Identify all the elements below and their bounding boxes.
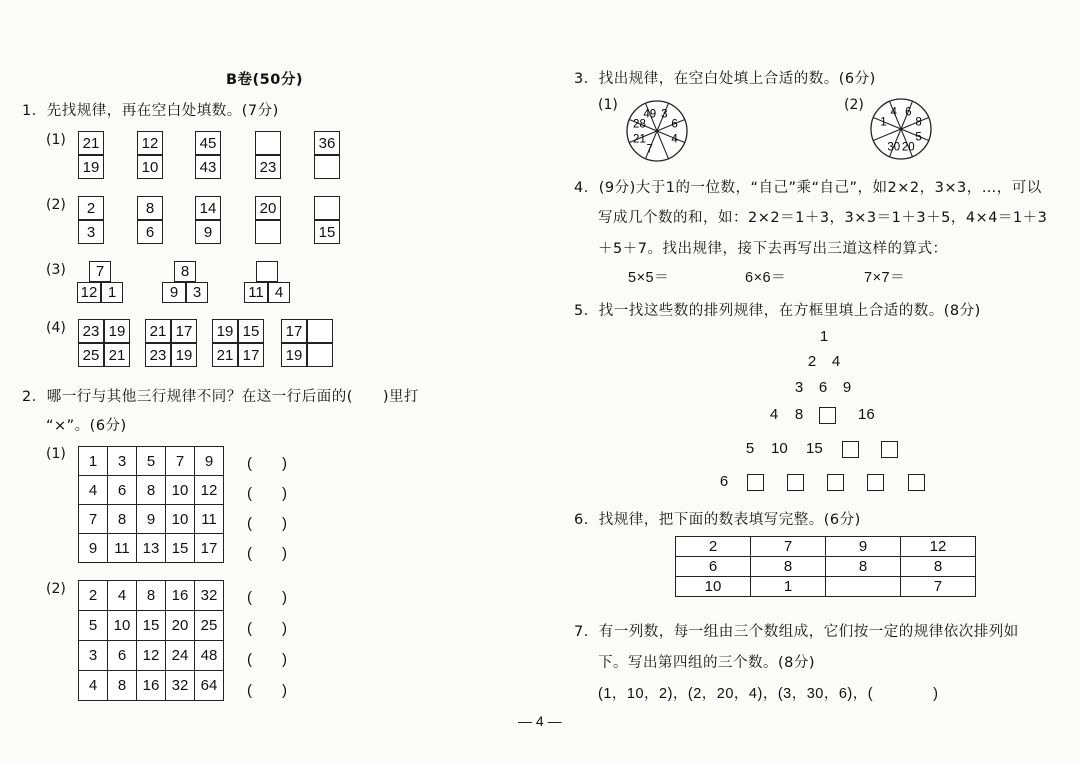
number-box: 8 [137, 196, 163, 220]
number-box: 17 [281, 319, 307, 343]
table-cell: 8 [137, 581, 166, 611]
answer-box[interactable] [819, 407, 836, 424]
table-cell: 10 [166, 505, 195, 534]
table-cell: 9 [195, 447, 224, 476]
number-box: 45 [195, 131, 221, 155]
q2-p2-table [78, 580, 224, 701]
number-box: 8 [174, 261, 196, 282]
table-cell: 5 [79, 611, 108, 641]
number-box: 19 [104, 319, 130, 343]
number-box: 23 [145, 343, 171, 367]
answer-box[interactable] [787, 474, 804, 491]
wheel-number: 49 [643, 108, 657, 121]
number-box[interactable] [307, 343, 333, 367]
table-cell: 6 [676, 557, 751, 577]
table-cell: 64 [195, 671, 224, 701]
question-7-line-3: (1，10，2)，(2，20，4)，(3，30，6)，( ) [598, 686, 939, 702]
table-cell: 10 [108, 611, 137, 641]
number-box: 25 [78, 343, 104, 367]
wheel-number: 3 [661, 108, 668, 121]
table-cell: 7 [751, 537, 826, 557]
number-box: 10 [137, 155, 163, 179]
question-4-line-3: ＋5＋7。找出规律，接下去再写出三道这样的算式： [598, 241, 948, 257]
q1-p3-label: (3) [46, 262, 66, 278]
number-box: 11 [244, 282, 268, 303]
q1-p4-label: (4) [46, 320, 66, 336]
table-cell: 7 [166, 447, 195, 476]
triangle-number: 5 [745, 440, 755, 457]
wheel-number: 20 [901, 141, 915, 154]
table-cell: 6 [108, 476, 137, 505]
wheel-number: 21 [633, 133, 646, 146]
table-cell: 4 [79, 476, 108, 505]
table-cell: 12 [901, 537, 976, 557]
number-box: 17 [238, 343, 264, 367]
answer-parenthesis[interactable]: ( ) [247, 545, 287, 562]
answer-parenthesis[interactable]: ( ) [247, 620, 287, 637]
table-cell: 15 [166, 534, 195, 563]
table-row [676, 537, 976, 557]
table-row [79, 581, 224, 611]
table-cell: 12 [195, 476, 224, 505]
triangle-number: 16 [858, 406, 875, 423]
table-cell: 1 [79, 447, 108, 476]
table-row [79, 611, 224, 641]
question-4-line-1: 4．(9分)大于1的一位数，“自己”乘“自己”，如2×2，3×3，…，可以 [574, 180, 1042, 196]
table-cell[interactable] [826, 577, 901, 597]
triangle-number: 4 [831, 353, 841, 370]
table-cell: 11 [108, 534, 137, 563]
table-cell: 17 [195, 534, 224, 563]
table-row [79, 671, 224, 701]
table-cell: 3 [108, 447, 137, 476]
table-cell: 6 [108, 641, 137, 671]
number-box: 9 [162, 282, 186, 303]
table-row [79, 641, 224, 671]
table-cell: 8 [901, 557, 976, 577]
table-cell: 25 [195, 611, 224, 641]
table-cell: 11 [195, 505, 224, 534]
table-cell: 2 [676, 537, 751, 557]
table-cell: 3 [79, 641, 108, 671]
q1-p1-label: (1) [46, 132, 66, 148]
question-2-title: 2．哪一行与其他三行规律不同？在这一行后面的( )里打 [22, 389, 420, 405]
triangle-number: 6 [818, 379, 828, 396]
table-cell: 8 [751, 557, 826, 577]
page-number: — 4 — [518, 713, 562, 729]
table-row [79, 447, 224, 476]
number-box[interactable] [255, 131, 281, 155]
number-box: 15 [238, 319, 264, 343]
table-cell: 16 [166, 581, 195, 611]
table-cell: 12 [137, 641, 166, 671]
table-cell: 20 [166, 611, 195, 641]
q2-p1-label: (1) [46, 446, 66, 462]
number-box: 3 [186, 282, 208, 303]
table-cell: 8 [108, 505, 137, 534]
number-box: 12 [137, 131, 163, 155]
number-box: 6 [137, 220, 163, 244]
number-box: 36 [314, 131, 340, 155]
question-7-line-1: 7．有一列数，每一组由三个数组成，它们按一定的规律依次排列如 [574, 624, 1019, 640]
answer-parenthesis[interactable]: ( ) [247, 515, 287, 532]
table-cell: 7 [79, 505, 108, 534]
number-box: 17 [171, 319, 197, 343]
table-cell: 8 [137, 476, 166, 505]
q3-p2-wheel [868, 96, 934, 162]
triangle-number: 9 [842, 379, 852, 396]
number-box: 21 [212, 343, 238, 367]
number-box: 19 [171, 343, 197, 367]
number-box[interactable] [314, 196, 340, 220]
table-cell: 8 [108, 671, 137, 701]
wheel-number: 6 [671, 118, 678, 131]
table-cell: 13 [137, 534, 166, 563]
table-cell: 32 [195, 581, 224, 611]
triangle-number: 10 [771, 440, 788, 457]
table-cell: 4 [108, 581, 137, 611]
table-cell: 4 [79, 671, 108, 701]
answer-box[interactable] [881, 441, 898, 458]
q3-p1-wheel [624, 98, 690, 164]
table-cell: 1 [751, 577, 826, 597]
wheel-number: 4 [890, 106, 897, 119]
q2-p1-table [78, 446, 224, 563]
table-row [676, 577, 976, 597]
number-box: 4 [268, 282, 290, 303]
number-box: 21 [78, 131, 104, 155]
wheel-number: 8 [915, 116, 922, 129]
question-2-title-2: “×”。(6分) [46, 418, 127, 434]
q3-p2-label: (2) [844, 97, 864, 113]
number-box: 1 [101, 282, 123, 303]
number-box[interactable] [307, 319, 333, 343]
triangle-number: 6 [719, 473, 729, 490]
answer-parenthesis[interactable]: ( ) [247, 455, 287, 472]
wheel-number: 30 [887, 141, 901, 154]
question-7-line-2: 下。写出第四组的三个数。(8分) [598, 655, 816, 671]
number-box: 12 [77, 282, 101, 303]
q1-p2-label: (2) [46, 197, 66, 213]
q4-equation-3: 7×7＝ [864, 270, 906, 286]
table-cell: 5 [137, 447, 166, 476]
answer-box[interactable] [867, 474, 884, 491]
question-4-line-2: 写成几个数的和，如：2×2＝1＋3，3×3＝1＋3＋5，4×4＝1＋3 [598, 210, 1048, 226]
table-row [79, 476, 224, 505]
number-box: 3 [78, 220, 104, 244]
table-row [676, 557, 976, 577]
q3-p1-label: (1) [598, 97, 618, 113]
table-cell: 15 [137, 611, 166, 641]
wheel-number: 5 [915, 131, 922, 144]
table-cell: 48 [195, 641, 224, 671]
table-row [79, 534, 224, 563]
triangle-number: 15 [806, 440, 823, 457]
number-box: 21 [104, 343, 130, 367]
table-cell: 9 [826, 537, 901, 557]
table-row [79, 505, 224, 534]
q6-table [675, 536, 976, 597]
number-box[interactable] [314, 155, 340, 179]
triangle-number: 8 [794, 406, 804, 423]
triangle-number: 1 [819, 328, 829, 345]
answer-parenthesis[interactable]: ( ) [247, 485, 287, 502]
wheel-number: 1 [880, 116, 887, 129]
number-box: 15 [314, 220, 340, 244]
triangle-number: 4 [769, 406, 779, 423]
table-cell: 16 [137, 671, 166, 701]
q4-equation-2: 6×6＝ [745, 270, 787, 286]
number-box: 21 [145, 319, 171, 343]
question-3-title: 3．找出规律，在空白处填上合适的数。(6分) [574, 71, 876, 87]
question-1-title: 1．先找规律，再在空白处填数。(7分) [22, 103, 279, 119]
table-cell: 7 [901, 577, 976, 597]
table-cell: 24 [166, 641, 195, 671]
question-6-title: 6．找规律，把下面的数表填写完整。(6分) [574, 512, 861, 528]
answer-parenthesis[interactable]: ( ) [247, 651, 287, 668]
answer-box[interactable] [827, 474, 844, 491]
table-cell: 9 [137, 505, 166, 534]
answer-box[interactable] [908, 474, 925, 491]
wheel-number: 6 [905, 106, 912, 119]
answer-box[interactable] [747, 474, 764, 491]
number-box: 23 [78, 319, 104, 343]
number-box: 43 [195, 155, 221, 179]
table-cell: 10 [166, 476, 195, 505]
question-5-title: 5．找一找这些数的排列规律，在方框里填上合适的数。(8分) [574, 303, 981, 319]
wheel-number: 28 [633, 118, 646, 131]
q4-equation-1: 5×5＝ [628, 270, 670, 286]
triangle-number: 2 [807, 353, 817, 370]
number-box: 19 [78, 155, 104, 179]
section-title: B卷(50分) [226, 72, 303, 88]
table-cell: 9 [79, 534, 108, 563]
table-cell: 10 [676, 577, 751, 597]
q2-p2-label: (2) [46, 581, 66, 597]
table-cell: 2 [79, 581, 108, 611]
number-box: 23 [255, 155, 281, 179]
wheel-number: 4 [671, 133, 678, 146]
number-box: 7 [89, 261, 111, 282]
answer-parenthesis[interactable]: ( ) [247, 589, 287, 606]
number-box: 19 [281, 343, 307, 367]
number-box: 14 [195, 196, 221, 220]
triangle-number: 3 [794, 379, 804, 396]
table-cell: 8 [826, 557, 901, 577]
number-box: 2 [78, 196, 104, 220]
answer-box[interactable] [842, 441, 859, 458]
table-cell: 32 [166, 671, 195, 701]
wheel-number: 7 [646, 143, 653, 156]
number-box: 19 [212, 319, 238, 343]
number-box[interactable] [255, 220, 281, 244]
number-box[interactable] [256, 261, 278, 282]
number-box: 20 [255, 196, 281, 220]
number-box: 9 [195, 220, 221, 244]
answer-parenthesis[interactable]: ( ) [247, 682, 287, 699]
